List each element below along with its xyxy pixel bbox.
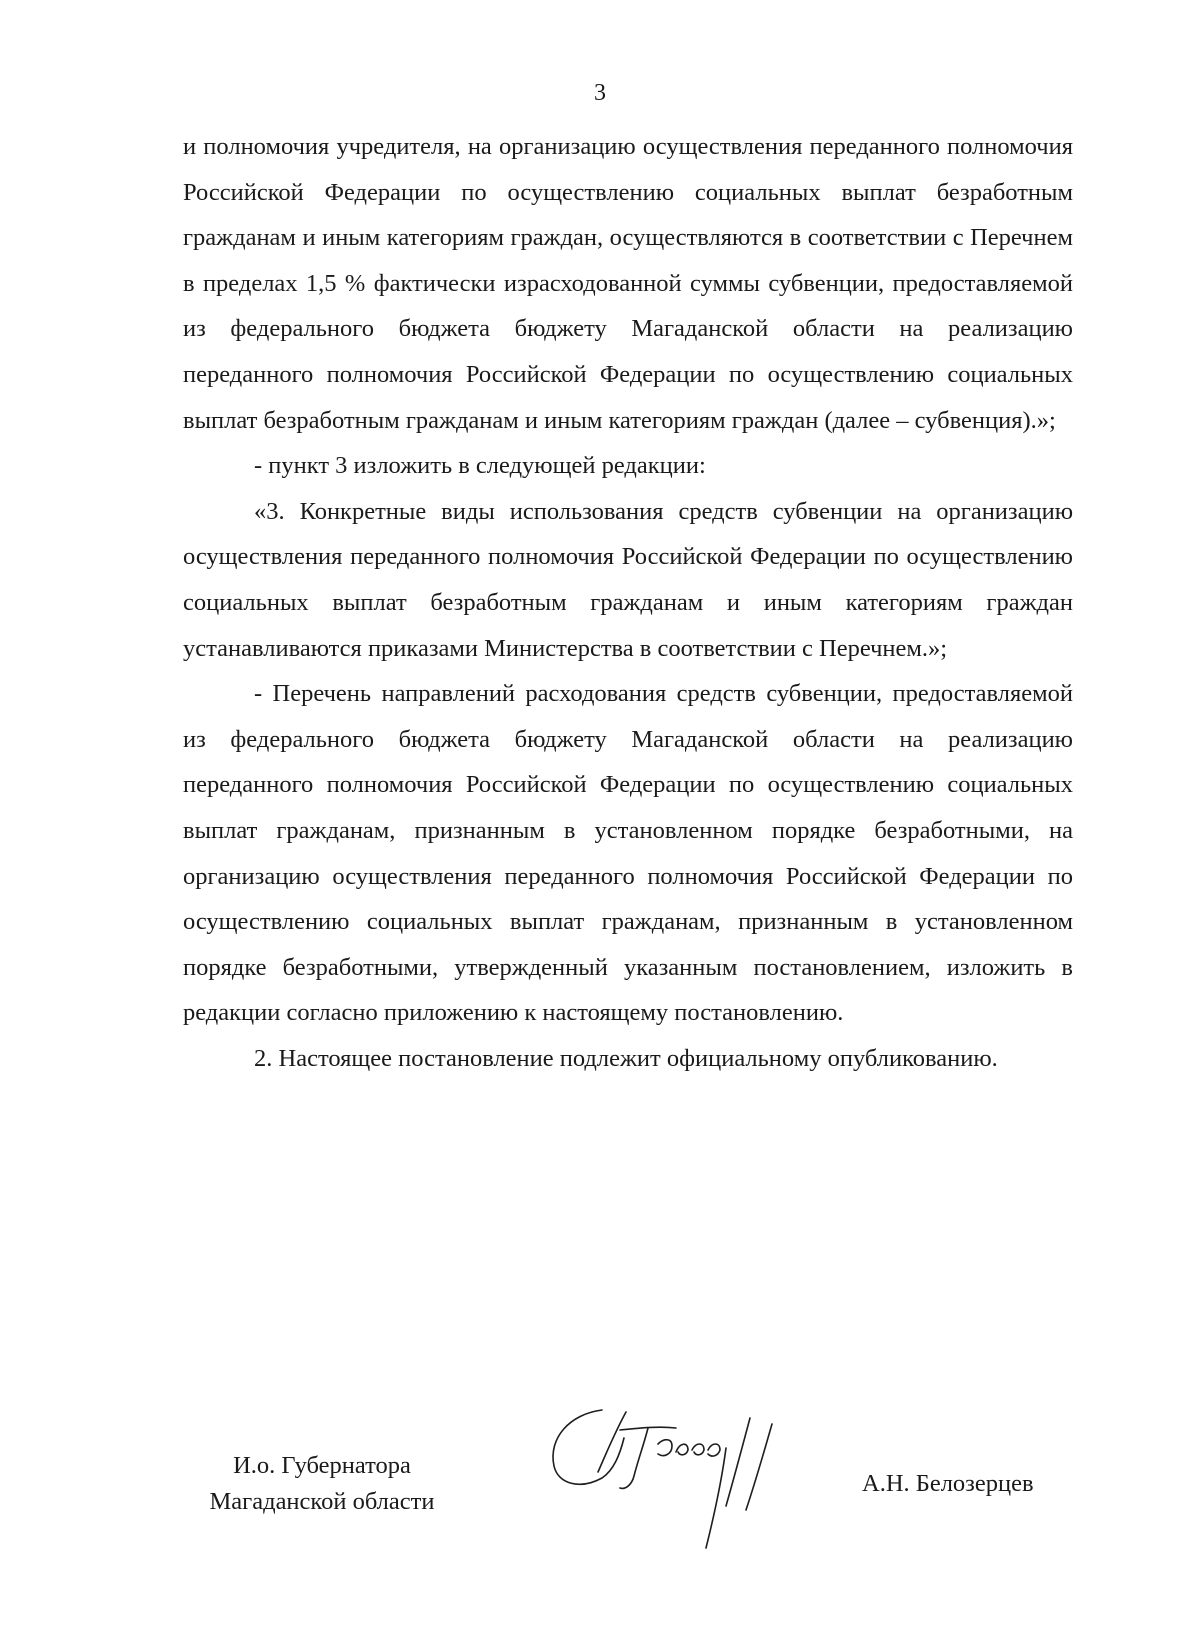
signatory-position-line1: И.о. Губернатора (233, 1452, 411, 1479)
paragraph-item-3-text: «3. Конкретные виды использования средств субвенции на организацию осуществления переданного полномочия Российской Федерации по осуществлению социальных выплат безработным гражданам и иным категориям граждан устанавливаются приказами Министерства в соответствии с Перечнем.»; (183, 497, 1073, 662)
paragraph-continuation: и полномочия учредителя, на организацию осуществления переданного полномочия Российской Федерации по осуществлению социальных выплат безработным гражданам и иным категориям граждан, осуществляются в соответствии с Перечнем в пределах 1,5 % фактически израсходованной суммы субвенции, предоставляемой из федерального бюджета бюджету Магаданской области на реализацию переданного полномочия Российской Федерации по осуществлению социальных выплат безработным гражданам и иным категориям граждан (далее – субвенция).»; (183, 133, 1073, 434)
handwritten-signature (540, 1398, 800, 1558)
signatory-name: А.Н. Белозерцев (862, 1470, 1034, 1497)
paragraph-item-3-intro: - пункт 3 изложить в следующей редакции: (254, 452, 706, 480)
page-number: 3 (594, 80, 606, 106)
paragraph-publication: 2. Настоящее постановление подлежит официальному опубликованию. (254, 1044, 998, 1072)
signature-block (0, 1448, 1200, 1598)
signatory-position-line2: Магаданской области (209, 1488, 435, 1515)
document-body (183, 124, 1073, 1081)
paragraph-list-amendment: - Перечень направлений расходования средств субвенции, предоставляемой из федерального бюджета бюджету Магаданской области на реализацию переданного полномочия Российской Федерации по осуществлению социальных выплат гражданам, признанным в установленном порядке безработными, на организацию осуществления переданного полномочия Российской Федерации по осуществлению социальных выплат гражданам, признанным в установленном порядке безработными, утвержденный указанным постановлением, изложить в редакции согласно приложению к настоящему постановлению. (183, 680, 1073, 1027)
signatory-position (187, 1448, 457, 1520)
